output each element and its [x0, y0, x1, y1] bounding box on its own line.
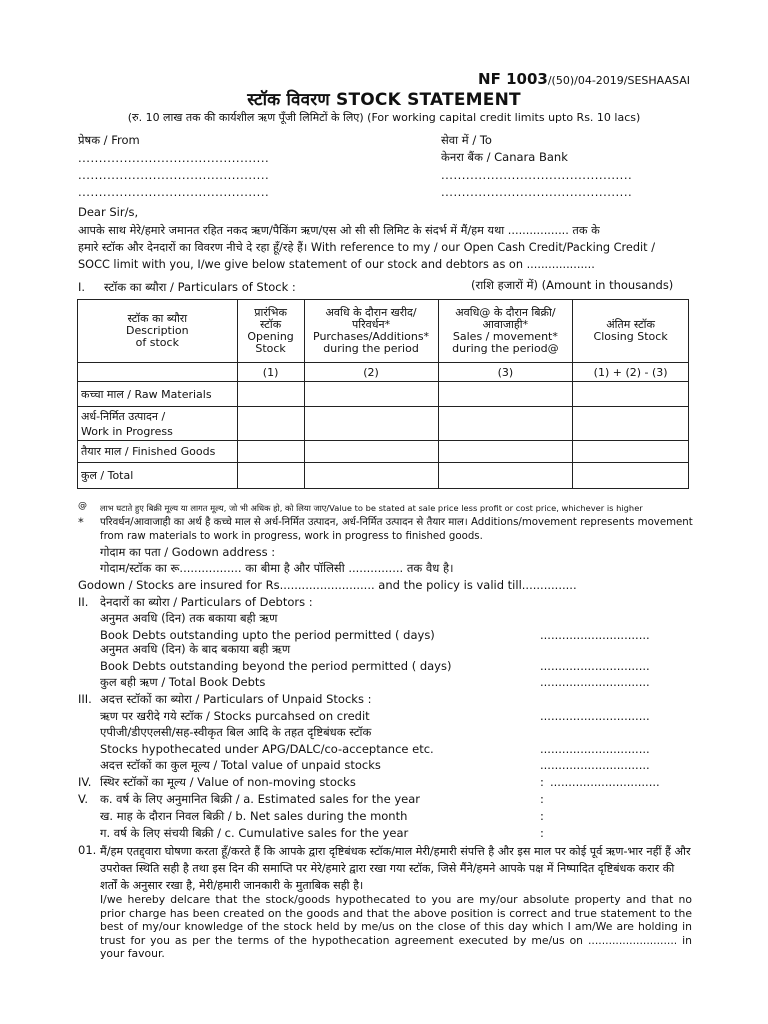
row-label-total: कुल / Total	[78, 463, 238, 489]
net-sales: ख. माह के दौरान निवल बिक्री / b. Net sales during the month	[100, 809, 408, 823]
cell-input[interactable]	[438, 382, 573, 407]
form-number-suffix: /(50)/04-2019/SESHAASAI	[547, 74, 690, 87]
cell-input[interactable]	[237, 382, 304, 407]
estimated-sales: क. वर्ष के लिए अनुमानित बिक्री / a. Estimated sales for the year	[100, 792, 420, 806]
section-3-number: III.	[78, 692, 92, 706]
note-star-mark: *	[78, 515, 84, 529]
col-number-1: (1)	[237, 363, 304, 382]
col-header-closing	[573, 300, 689, 363]
debts-within-value[interactable]: ..............................	[540, 628, 650, 642]
stock-table	[77, 299, 689, 489]
col-header-closing-text: अंतिम स्टॉक Closing Stock	[593, 318, 668, 343]
salutation: Dear Sir/s,	[78, 205, 139, 219]
debts-within-english: Book Debts outstanding upto the period permitted ( days)	[100, 628, 435, 642]
section-3-title: अदत्त स्टॉकों का ब्योरा / Particulars of Unpaid Stocks :	[100, 692, 372, 706]
cell-input[interactable]	[237, 407, 304, 441]
section-4-title: स्थिर स्टॉकों का मूल्य / Value of non-moving stocks	[100, 775, 356, 789]
form-number	[478, 70, 690, 88]
unpaid-stocks-total: अदत्त स्टॉकों का कुल मूल्य / Total value of unpaid stocks	[100, 758, 381, 772]
cell-input[interactable]	[573, 441, 689, 463]
section-5-number: V.	[78, 792, 89, 806]
stocks-hypothecated-value[interactable]: ..............................	[540, 742, 650, 756]
from-line-1[interactable]: ..............................................	[78, 151, 270, 165]
letter-body	[78, 222, 690, 273]
stocks-hypothecated-english: Stocks hypothecated under APG/DALC/co-acceptance etc.	[100, 742, 434, 756]
col-header-purchases-text: अवधि के दौरान खरीद/ परिवर्धन* Purchases/Additions* during the period	[313, 306, 430, 355]
godown-insurance-hindi: गोदाम/स्टॉक का रू................. का बीमा है और पॉलिसी ............... तक वैध है।	[100, 561, 454, 575]
debts-within-hindi: अनुमत अवधि (दिन) तक बकाया बही ऋण	[100, 611, 278, 625]
letter-line-2: हमारे स्टॉक और देनदारों का विवरण नीचे दे रहा हूँ/रहे हैं। With reference to my / our Open Cash Credit/Packing Credit /	[78, 241, 655, 254]
col-header-description-text: स्टॉक का ब्यौरा Description of stock	[125, 312, 189, 349]
note-star-text: परिवर्धन/आवाजाही का अर्थ है कच्चे माल से अर्ध-निर्मित उत्पादन, अर्ध-निर्मित उत्पादन से तैयार माल। Additions/movement represents movement from raw materials to work in progress, work in progress to finished goods.	[100, 517, 693, 542]
letter-line-1: आपके साथ मेरे/हमारे जमानत रहित नकद ऋण/पैकिंग ऋण/एस ओ सी सी लिमिट के संदर्भ में मैं/हम यथा ................. तक के	[78, 224, 600, 237]
row-label-finished-goods: तैयार माल / Finished Goods	[78, 441, 238, 463]
col-header-sales	[438, 300, 573, 363]
note-at-mark: @	[78, 501, 87, 511]
cell-input[interactable]	[237, 463, 304, 489]
col-number-2: (2)	[304, 363, 438, 382]
cell-input[interactable]	[304, 407, 438, 441]
debts-beyond-english: Book Debts outstanding beyond the period permitted ( days)	[100, 659, 452, 673]
section-1-number: I.	[78, 280, 86, 294]
col-header-opening-text: प्रारंभिक स्टॉक Opening Stock	[247, 306, 294, 355]
debts-beyond-value[interactable]: ..............................	[540, 659, 650, 673]
table-row	[78, 441, 689, 463]
table-row	[78, 463, 689, 489]
row-label-wip-text: अर्ध-निर्मित उत्पादन / Work in Progress	[81, 409, 173, 438]
cell-input[interactable]	[304, 463, 438, 489]
col-number-3: (3)	[438, 363, 573, 382]
to-line-2[interactable]: ..............................................	[441, 185, 633, 199]
cell-input[interactable]	[304, 441, 438, 463]
net-sales-colon: :	[540, 809, 544, 823]
estimated-sales-colon: :	[540, 792, 544, 806]
row-label-wip	[78, 407, 238, 441]
total-book-debts: कुल बही ऋण / Total Book Debts	[100, 675, 266, 689]
cumulative-sales: ग. वर्ष के लिए संचयी बिक्री / c. Cumulative sales for the year	[100, 826, 409, 840]
cell-input[interactable]	[438, 463, 573, 489]
cumulative-sales-colon: :	[540, 826, 544, 840]
declaration-english: I/we hereby delcare that the stock/goods hypothecated to you are my/our absolute property and that no prior charge has been created on the goods and that the above position is correct and true statement to the best of my/our knowledge of the stock held by me/us on the close of this day which I am/We are holding in trust for you as per the terms of the hypothecation agreement executed by me/us on .......................... in your favour.	[100, 893, 692, 960]
section-4-value[interactable]: ..............................	[550, 775, 660, 789]
godown-address-label: गोदाम का पता / Godown address :	[100, 545, 276, 559]
to-line-1[interactable]: ..............................................	[441, 168, 633, 182]
note-at-text: लाभ घटाते हुए बिक्री मूल्य या लागत मूल्य, जो भी अधिक हो, को लिया जाए/Value to be stated at sale price less profit or cost price, whichever is higher	[100, 503, 643, 513]
cell-input[interactable]	[573, 382, 689, 407]
page-title: स्टॉक विवरण STOCK STATEMENT	[247, 90, 521, 110]
col-header-opening	[237, 300, 304, 363]
letter-line-3: SOCC limit with you, I/we give below statement of our stock and debtors as on ...................	[78, 258, 595, 271]
page-subtitle: (रु. 10 लाख तक की कार्यशील ऋण पूँजी लिमिटों के लिए) (For working capital credit limits upto Rs. 10 lacs)	[127, 111, 641, 124]
col-number-4: (1) + (2) - (3)	[573, 363, 689, 382]
godown-insurance-english: Godown / Stocks are insured for Rs.......................... and the policy is valid till...............	[78, 578, 577, 592]
col-header-description	[78, 300, 238, 363]
from-line-3[interactable]: ..............................................	[78, 185, 270, 199]
section-2-title: देनदारों का ब्योरा / Particulars of Debtors :	[100, 595, 313, 609]
from-label: प्रेषक / From	[78, 133, 140, 147]
form-number-bold: NF 1003	[478, 70, 548, 88]
cell-input[interactable]	[438, 441, 573, 463]
col-header-sales-text: अवधि@ के दौरान बिक्री/ आवाजाही* Sales / movement* during the period@	[452, 306, 559, 355]
declaration-number: 01.	[78, 843, 97, 857]
col-header-purchases	[304, 300, 438, 363]
cell-input[interactable]	[304, 382, 438, 407]
row-label-raw-materials: कच्चा माल / Raw Materials	[78, 382, 238, 407]
cell-input[interactable]	[573, 463, 689, 489]
total-book-debts-value[interactable]: ..............................	[540, 675, 650, 689]
section-1-title: स्टॉक का ब्यौरा / Particulars of Stock :	[104, 280, 296, 294]
debts-beyond-hindi: अनुमत अवधि (दिन) के बाद बकाया बही ऋण	[100, 642, 291, 656]
unpaid-stocks-total-value[interactable]: ..............................	[540, 758, 650, 772]
col-number-0	[78, 363, 238, 382]
cell-input[interactable]	[438, 407, 573, 441]
stocks-hypothecated-hindi: एपीजी/डीएएलसी/सह-स्वीकृत बिल आदि के तहत दृष्टिबंधक स्टॉक	[100, 725, 372, 739]
table-row	[78, 382, 689, 407]
section-4-number: IV.	[78, 775, 92, 789]
section-2-number: II.	[78, 595, 89, 609]
to-bank: केनरा बैंक / Canara Bank	[441, 150, 568, 164]
cell-input[interactable]	[573, 407, 689, 441]
declaration-hindi: मैं/हम एतद्द्वारा घोषणा करता हूँ/करते हैं कि आपके द्वारा दृष्टिबंधक स्टॉक/माल मेरी/हमारी संपत्ति है और इस माल पर कोई पूर्व ऋण-भार नहीं हैं और उपरोक्त स्थिति सही है तथा इस दिन की समाप्ति पर मेरे/हमारे द्वारा रखा गया स्टॉक, जिसे मैंने/हमने आपके पक्ष में निष्पादित दृष्टिबंधक करार की शर्तों के अनुसार रखा है, मेरी/हमारी जानकारी के मुताबिक सही है।	[100, 845, 691, 892]
to-label: सेवा में / To	[441, 133, 492, 147]
section-4-colon: :	[540, 775, 544, 789]
stocks-on-credit: ऋण पर खरीदे गये स्टॉक / Stocks purcahsed on credit	[100, 709, 370, 723]
amount-note: (राशि हजारों में) (Amount in thousands)	[471, 278, 674, 292]
table-row	[78, 407, 689, 441]
from-line-2[interactable]: ..............................................	[78, 168, 270, 182]
stocks-on-credit-value[interactable]: ..............................	[540, 709, 650, 723]
cell-input[interactable]	[237, 441, 304, 463]
